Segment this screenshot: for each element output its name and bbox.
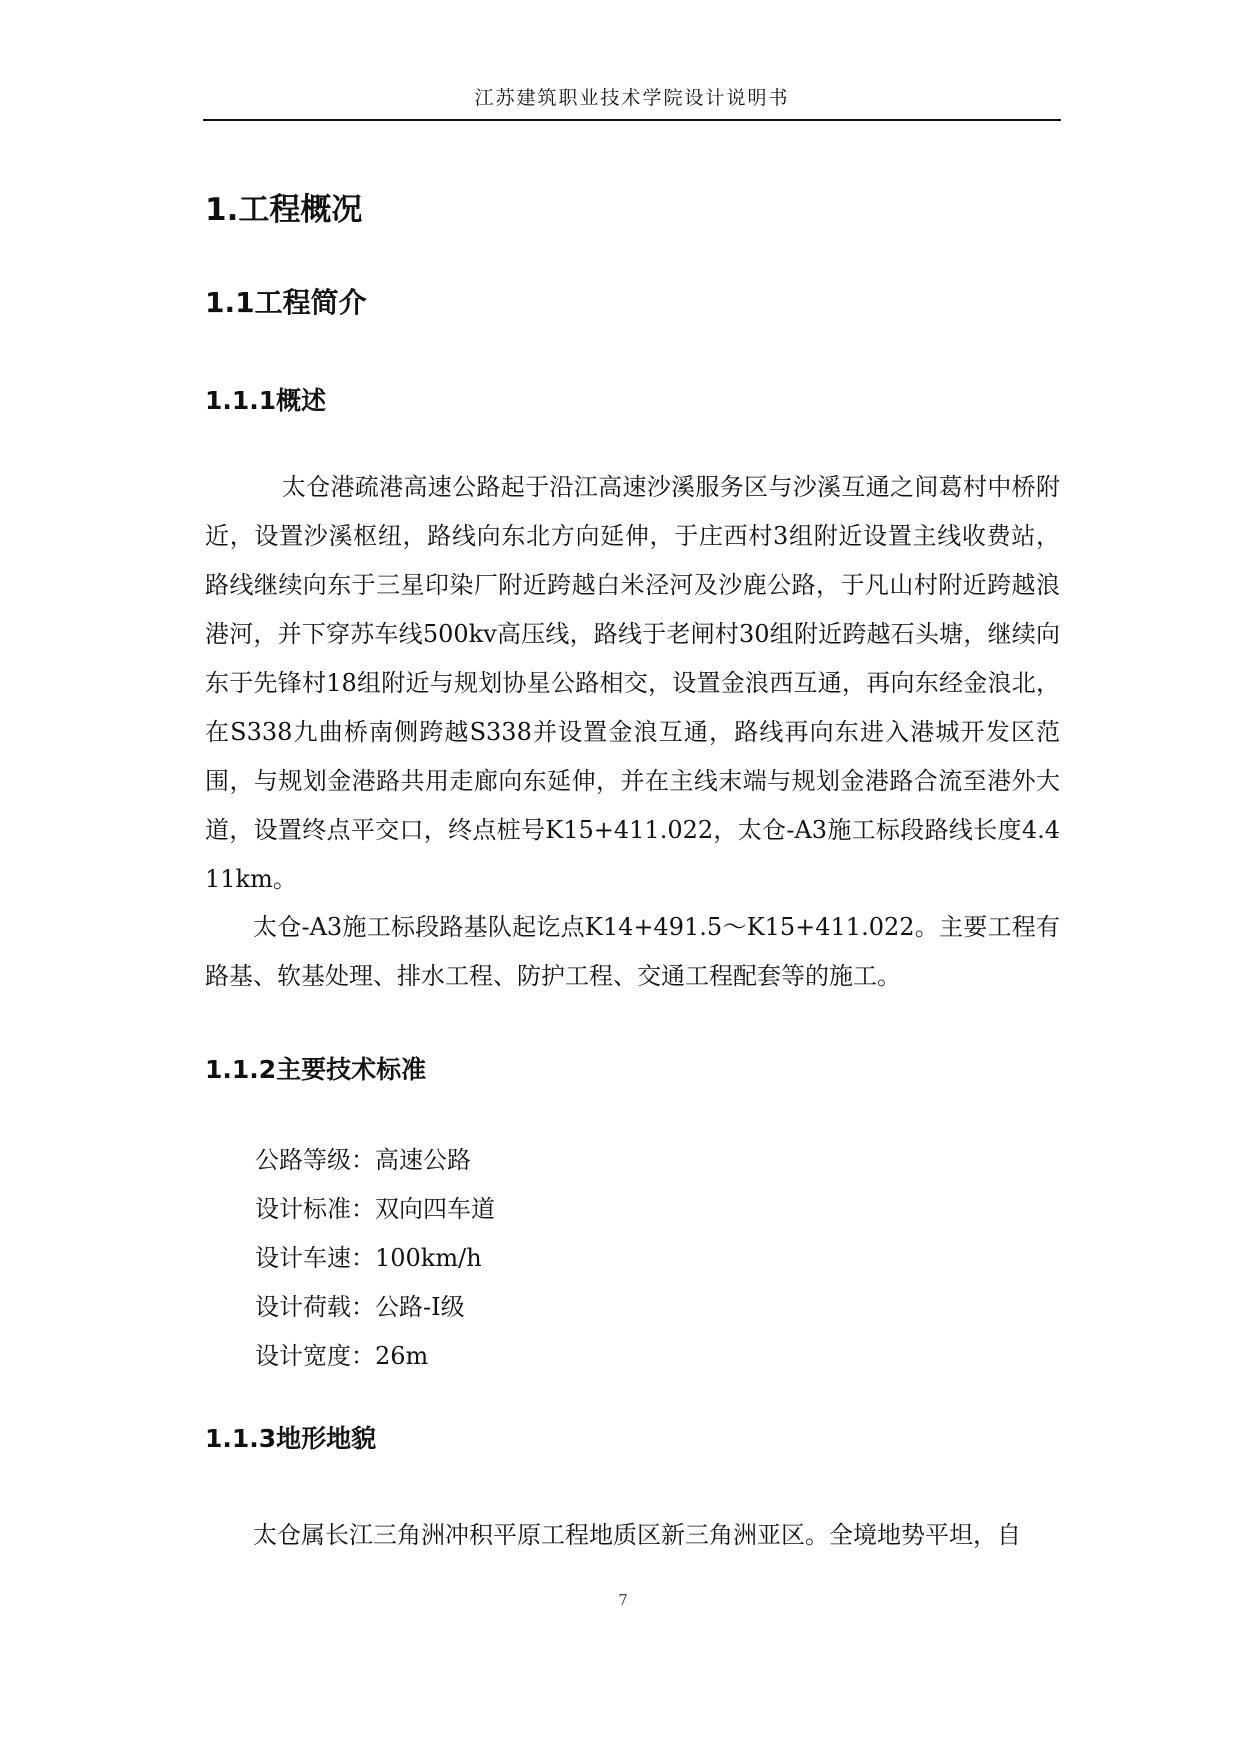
header-rule	[203, 119, 1061, 121]
standard-design-load: 设计荷载：公路-Ⅰ级	[255, 1293, 465, 1321]
page-number: 7	[618, 1591, 628, 1609]
standard-road-grade: 公路等级：高速公路	[255, 1146, 471, 1174]
section-heading-1-1: 1.1工程简介	[205, 286, 367, 319]
section-heading-1-1-1: 1.1.1概述	[205, 386, 327, 415]
overview-paragraph-1: 太仓港疏港高速公路起于沿江高速沙溪服务区与沙溪互通之间葛村中桥附近，设置沙溪枢纽，路线向东北方向延伸，于庄西村3组附近设置主线收费站，路线继续向东于三星印染厂附近跨越白米泾河及沙鹿公路，于凡山村附近跨越浪港河，并下穿苏车线500kv高压线，路线于老闸村30组附近跨越石头塘，继续向东于先锋村18组附近与规划协星公路相交，设置金浪西互通，再向东经金浪北，在S338九曲桥南侧跨越S338并设置金浪互通，路线再向东进入港城开发区范围，与规划金港路共用走廊向东延伸，并在主线末端与规划金港路合流至港外大道，设置终点平交口，终点桩号K15+411.022，太仓-A3施工标段路线长度4.411km。	[205, 473, 1060, 893]
section-heading-1-1-3: 1.1.3地形地貌	[205, 1424, 377, 1453]
technical-standards-list	[255, 1136, 495, 1381]
running-header: 江苏建筑职业技术学院设计说明书	[474, 87, 790, 109]
overview-paragraph-2: 太仓-A3施工标段路基队起讫点K14+491.5～K15+411.022。主要工程有路基、软基处理、排水工程、防护工程、交通工程配套等的施工。	[205, 913, 1060, 990]
section-heading-1: 1.工程概况	[205, 192, 363, 228]
standard-design-width: 设计宽度：26m	[255, 1342, 429, 1370]
section-heading-1-1-2: 1.1.2主要技术标准	[205, 1055, 427, 1084]
standard-design-standard: 设计标准：双向四车道	[255, 1195, 495, 1223]
standard-design-speed: 设计车速：100km/h	[255, 1244, 482, 1272]
terrain-paragraph: 太仓属长江三角洲冲积平原工程地质区新三角洲亚区。全境地势平坦，自	[253, 1521, 1021, 1549]
